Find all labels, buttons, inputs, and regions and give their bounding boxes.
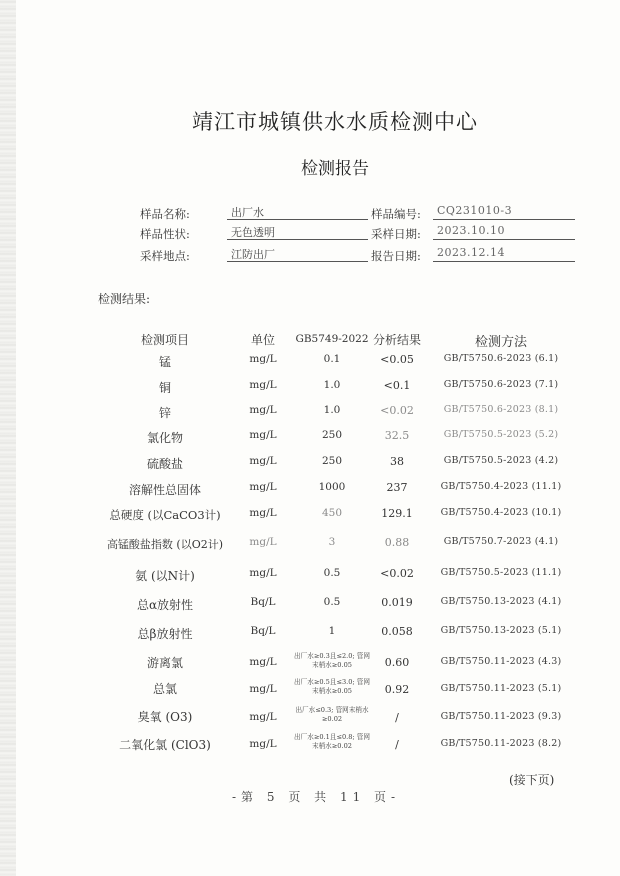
header-method: 检测方法 <box>474 335 527 350</box>
item-result: 0.058 <box>381 625 413 638</box>
item-result: 0.019 <box>381 596 413 609</box>
item-method: GB/T5750.6-2023 (6.1) <box>443 353 559 364</box>
item-unit: mg/L <box>249 429 277 441</box>
table-row <box>0 507 620 531</box>
sampling-site-label: 采样地点: <box>140 249 190 263</box>
table-row <box>0 706 620 730</box>
item-name: 氯化物 <box>146 431 183 445</box>
item-limit: 250 <box>321 455 343 467</box>
item-name: 锰 <box>158 355 171 369</box>
org-title: 靖江市城镇供水水质检测中心 <box>192 110 478 134</box>
item-limit: 出厂水≥0.3且≤2.0; 管网末梢水≥0.05 <box>294 652 370 669</box>
item-method: GB/T5750.7-2023 (4.1) <box>443 536 559 547</box>
results-section-label: 检测结果: <box>98 292 151 306</box>
item-unit: mg/L <box>249 567 277 579</box>
header-limit: GB5749-2022 <box>295 333 369 345</box>
item-method: GB/T5750.5-2023 (11.1) <box>440 567 562 578</box>
item-unit: Bq/L <box>250 596 276 608</box>
sample-no-value: CQ231010-3 <box>433 204 575 220</box>
report-date-label: 报告日期: <box>371 249 421 263</box>
item-result: <0.1 <box>383 379 411 392</box>
item-name: 铜 <box>158 381 171 395</box>
item-limit: 1000 <box>318 481 346 493</box>
header-result: 分析结果 <box>372 333 421 347</box>
table-row <box>0 625 620 649</box>
item-result: 32.5 <box>384 429 410 442</box>
item-result: <0.05 <box>380 353 414 366</box>
item-name: 二氧化氯 (ClO3) <box>119 738 211 752</box>
report-title: 检测报告 <box>301 159 369 179</box>
item-unit: mg/L <box>249 656 277 668</box>
item-unit: mg/L <box>249 683 277 695</box>
sampling-date-value: 2023.10.10 <box>433 224 575 240</box>
item-method: GB/T5750.5-2023 (4.2) <box>443 455 559 466</box>
item-method: GB/T5750.6-2023 (8.1) <box>443 404 559 415</box>
item-limit: 出厂水≥0.5且≤3.0; 管网末梢水≥0.05 <box>294 678 370 695</box>
header-unit: 单位 <box>250 333 275 347</box>
item-result: 0.92 <box>384 683 410 696</box>
report-date-value: 2023.12.14 <box>433 246 575 262</box>
item-name: 氨 (以N计) <box>135 569 195 583</box>
item-limit: 250 <box>321 429 343 441</box>
item-unit: mg/L <box>249 455 277 467</box>
continued-label: (接下页) <box>509 773 555 787</box>
item-unit: mg/L <box>249 404 277 416</box>
item-limit: 1.0 <box>323 379 341 391</box>
item-limit: 0.5 <box>323 567 341 579</box>
table-row <box>0 404 620 428</box>
table-row <box>0 733 620 757</box>
item-limit: 出厂水≥0.1且≤0.8; 管网末梢水≥0.02 <box>294 733 370 750</box>
item-unit: mg/L <box>249 481 277 493</box>
item-result: / <box>395 711 399 724</box>
item-unit: mg/L <box>249 711 277 723</box>
item-method: GB/T5750.11-2023 (9.3) <box>440 711 562 722</box>
item-unit: mg/L <box>249 353 277 365</box>
item-limit: 出厂水≤0.3; 管网末梢水≥0.02 <box>295 706 369 723</box>
item-limit: 450 <box>321 507 343 519</box>
item-method: GB/T5750.11-2023 (4.3) <box>440 656 562 667</box>
table-row <box>0 429 620 453</box>
table-row <box>0 353 620 377</box>
item-result: 0.60 <box>384 656 410 669</box>
item-result: / <box>395 738 399 751</box>
item-result: 0.88 <box>384 536 410 549</box>
item-unit: Bq/L <box>250 625 276 637</box>
item-name: 总硬度 (以CaCO3计) <box>109 508 221 522</box>
item-result: 129.1 <box>381 507 413 520</box>
table-row <box>0 652 620 676</box>
table-row <box>0 481 620 505</box>
item-name: 溶解性总固体 <box>128 483 201 497</box>
item-result: <0.02 <box>380 404 414 417</box>
item-result: 38 <box>390 455 404 468</box>
item-method: GB/T5750.5-2023 (5.2) <box>443 429 559 440</box>
item-method: GB/T5750.11-2023 (8.2) <box>440 738 562 749</box>
item-unit: mg/L <box>249 379 277 391</box>
item-method: GB/T5750.6-2023 (7.1) <box>443 379 559 390</box>
item-name: 游离氯 <box>146 656 183 670</box>
item-method: GB/T5750.11-2023 (5.1) <box>440 683 562 694</box>
item-limit: 1 <box>328 625 336 637</box>
sample-name-value: 出厂水 <box>227 204 368 220</box>
item-limit: 0.5 <box>323 596 341 608</box>
item-method: GB/T5750.13-2023 (5.1) <box>440 625 562 636</box>
item-method: GB/T5750.13-2023 (4.1) <box>440 596 562 607</box>
item-result: <0.02 <box>380 567 414 580</box>
table-row <box>0 455 620 479</box>
header-item: 检测项目 <box>140 333 189 347</box>
table-row <box>0 678 620 702</box>
item-limit: 0.1 <box>323 353 341 365</box>
item-name: 高锰酸盐指数 (以O2计) <box>106 538 224 551</box>
table-row <box>0 379 620 403</box>
item-name: 总β放射性 <box>137 627 193 641</box>
table-row <box>0 596 620 620</box>
item-limit: 1.0 <box>323 404 341 416</box>
sample-name-label: 样品名称: <box>140 207 190 221</box>
item-limit: 3 <box>328 536 336 548</box>
table-row <box>0 567 620 591</box>
table-row <box>0 536 620 560</box>
item-name: 总氯 <box>152 682 177 696</box>
item-name: 臭氧 (O3) <box>137 710 193 724</box>
item-name: 锌 <box>158 406 171 420</box>
item-name: 总α放射性 <box>136 598 194 612</box>
item-unit: mg/L <box>249 738 277 750</box>
item-result: 237 <box>386 481 408 494</box>
sample-state-value: 无色透明 <box>227 224 368 240</box>
sample-no-label: 样品编号: <box>371 207 421 221</box>
item-method: GB/T5750.4-2023 (11.1) <box>440 481 562 492</box>
sample-state-label: 样品性状: <box>140 227 190 241</box>
sampling-site-value: 江防出厂 <box>227 246 368 262</box>
item-name: 硫酸盐 <box>146 457 183 471</box>
page-footer: -第 5 页 共 11 页- <box>232 790 401 804</box>
item-method: GB/T5750.4-2023 (10.1) <box>440 507 562 518</box>
item-unit: mg/L <box>249 507 277 519</box>
sampling-date-label: 采样日期: <box>371 227 421 241</box>
item-unit: mg/L <box>249 536 277 548</box>
